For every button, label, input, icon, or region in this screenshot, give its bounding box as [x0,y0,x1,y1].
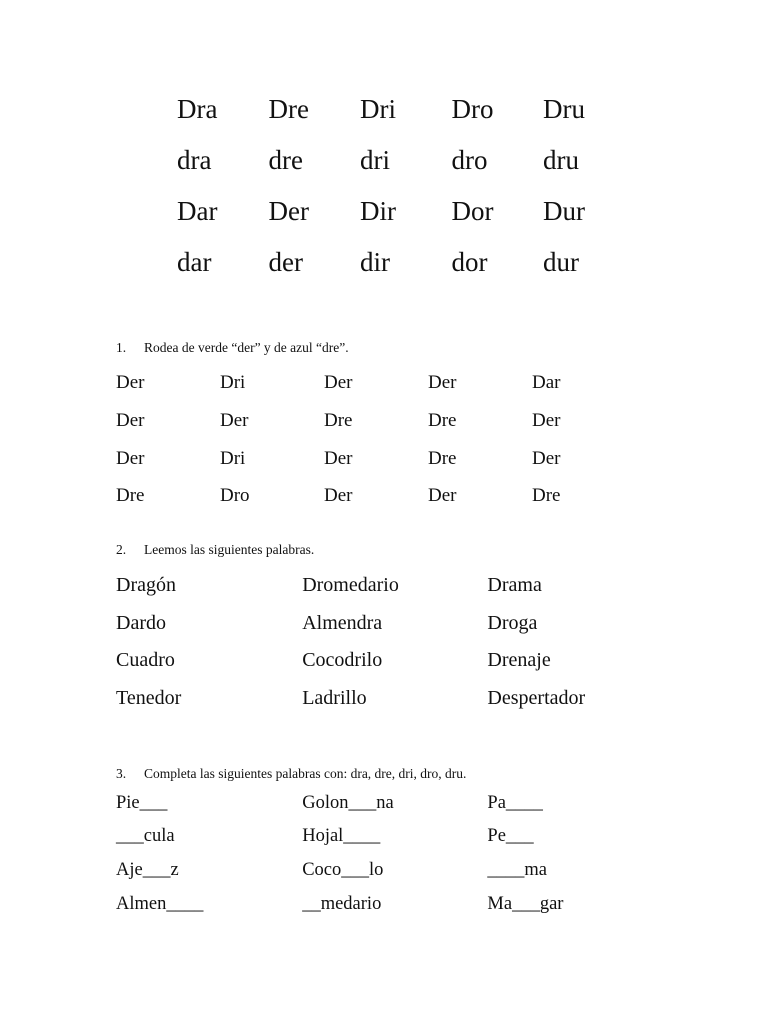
syllable: dor [451,247,488,277]
syllable: Dor [451,196,494,226]
syllable: Dri [360,94,396,124]
syllable-row [170,135,630,186]
word-item: Cocodrilo [302,649,383,672]
syllable-grid [170,84,630,288]
syllable: dri [360,145,390,175]
syllable: Dro [451,94,494,124]
grid-row [116,364,636,402]
syllable: dre [268,145,303,175]
fill-in-word: Hojal____ [302,826,381,847]
word-item: Despertador [487,687,586,710]
syllable-item: Dro [220,485,250,507]
exercise-number: 3. [116,766,127,781]
word-item: Drenaje [487,649,551,672]
word-row [116,642,636,680]
instruction-text: Rodea de verde “der” y de azul “dre”. [144,340,349,355]
exercise-2-instruction [116,543,314,557]
word-row [116,786,636,820]
word-item: Ladrillo [302,687,367,710]
exercise-1-grid [116,364,636,515]
instruction-text: Leemos las siguientes palabras. [144,542,315,557]
syllable-item: Der [324,447,353,469]
exercise-number: 1. [116,340,127,355]
syllable-row [170,84,630,135]
fill-in-word: Pe___ [487,826,534,847]
word-row [116,854,636,888]
fill-in-word: Pie___ [116,792,168,813]
syllable-item: Der [532,410,561,432]
syllable: Dir [360,196,396,226]
grid-row [116,477,636,515]
fill-in-word: Golon___na [302,792,394,813]
syllable-item: Der [116,410,145,432]
syllable-item: Dar [532,372,561,394]
word-item: Dardo [116,611,166,634]
grid-row [116,439,636,477]
word-item: Droga [487,611,538,634]
fill-in-word: Pa____ [487,792,543,813]
syllable-item: Der [116,447,145,469]
syllable: dur [543,247,579,277]
exercise-3-instruction [116,767,466,781]
syllable-item: Der [532,447,561,469]
syllable: Dra [177,94,218,124]
syllable-item: Der [428,485,457,507]
exercise-3-word-grid [116,786,636,921]
syllable: Der [268,196,309,226]
fill-in-word: ____ma [487,860,548,881]
syllable: der [268,247,303,277]
syllable: dar [177,247,212,277]
exercise-number: 2. [116,542,127,557]
syllable-item: Dri [220,447,246,469]
word-row [116,566,636,604]
word-item: Cuadro [116,649,175,672]
fill-in-word: Aje___z [116,860,179,881]
syllable-item: Der [324,485,353,507]
grid-row [116,402,636,440]
word-row [116,887,636,921]
fill-in-word: Coco___lo [302,860,384,881]
word-item: Drama [487,573,542,596]
word-item: Tenedor [116,687,182,710]
word-row [116,820,636,854]
fill-in-word: __medario [302,894,382,915]
syllable: Dur [543,196,585,226]
word-row [116,604,636,642]
syllable-item: Dre [324,410,353,432]
syllable-item: Der [428,372,457,394]
syllable-item: Der [116,372,145,394]
syllable-item: Dri [220,372,246,394]
syllable: Dar [177,196,218,226]
syllable-item: Dre [428,447,457,469]
fill-in-word: Almen____ [116,894,204,915]
word-item: Dragón [116,573,176,596]
syllable: dro [451,145,488,175]
word-item: Almendra [302,611,383,634]
syllable: Dru [543,94,585,124]
syllable: dir [360,247,390,277]
syllable-item: Der [324,372,353,394]
syllable-item: Der [220,410,249,432]
fill-in-word: Ma___gar [487,894,564,915]
word-row [116,679,636,717]
syllable: dra [177,145,212,175]
syllable: Dre [268,94,309,124]
syllable-item: Dre [532,485,561,507]
exercise-1-instruction [116,341,349,355]
syllable: dru [543,145,579,175]
syllable-row [170,237,630,288]
syllable-item: Dre [428,410,457,432]
syllable-item: Dre [116,485,145,507]
instruction-text: Completa las siguientes palabras con: dra, dre, dri, dro, dru. [144,766,467,781]
exercise-2-word-grid [116,566,636,717]
word-item: Dromedario [302,573,399,596]
fill-in-word: ___cula [116,826,175,847]
syllable-row [170,186,630,237]
